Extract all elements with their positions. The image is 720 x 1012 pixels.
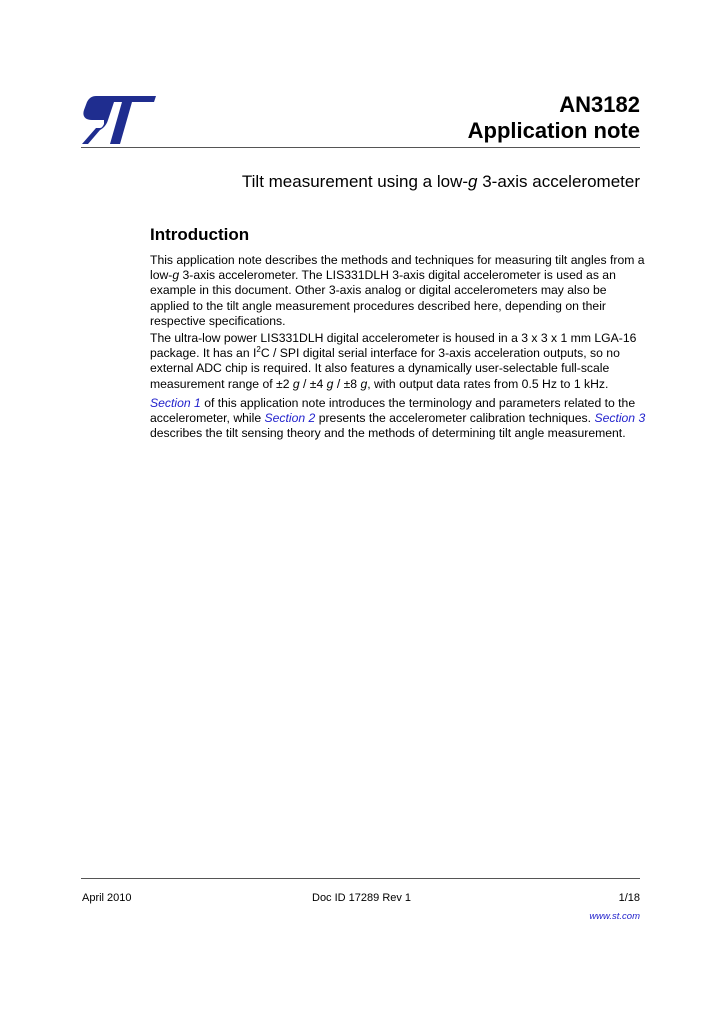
intro-paragraph-2: The ultra-low power LIS331DLH digital accelerometer is housed in a 3 x 3 x 1 mm LGA-16 package. It has an $I^2C$ / SPI digital serial interface for 3-axis acceleration outputs, so no external ADC chip is required. It also features a dynamically user-selectable full-scale measurement range of ±2 g / ±4 g / ±8 g, with output data rates from 0.5 Hz to 1 kHz. <box>150 331 637 391</box>
footer-doc-id: Doc ID 17289 Rev 1 <box>312 892 412 904</box>
section-2-link[interactable]: Section 2 <box>264 411 316 426</box>
section-heading: Introduction <box>150 225 250 244</box>
section-3-link[interactable]: Section 3 <box>594 411 646 426</box>
footer-page-number: 1/18 <box>618 892 640 904</box>
header-divider <box>81 147 640 148</box>
footer-date: April 2010 <box>82 892 132 904</box>
st-logo-icon <box>82 96 156 144</box>
footer-divider <box>81 878 640 879</box>
footer-website-link[interactable]: www.st.com <box>589 911 640 922</box>
document-type: Application note <box>467 118 640 143</box>
document-subtitle: Tilt measurement using a low-g 3-axis accelerometer <box>241 172 640 191</box>
section-1-link[interactable]: Section 1 <box>150 396 201 410</box>
intro-paragraph-3: Section 1 of this application note introduces the terminology and parameters related to the accelerometer, while Section 2 presents the accelerometer calibration techniques. Section 3 describes the tilt sensing theory and the methods of determining tilt angle measurement. <box>150 396 646 441</box>
intro-paragraph-1: This application note describes the methods and techniques for measuring tilt angles from a low-g 3-axis accelerometer. The LIS331DLH 3-axis digital accelerometer is used as an example in this document. Other 3-axis analog or digital accelerometers may also be applied to the tilt angle measurement procedures described here, depending on their respective specifications. <box>150 253 645 328</box>
document-number: AN3182 <box>559 92 640 117</box>
